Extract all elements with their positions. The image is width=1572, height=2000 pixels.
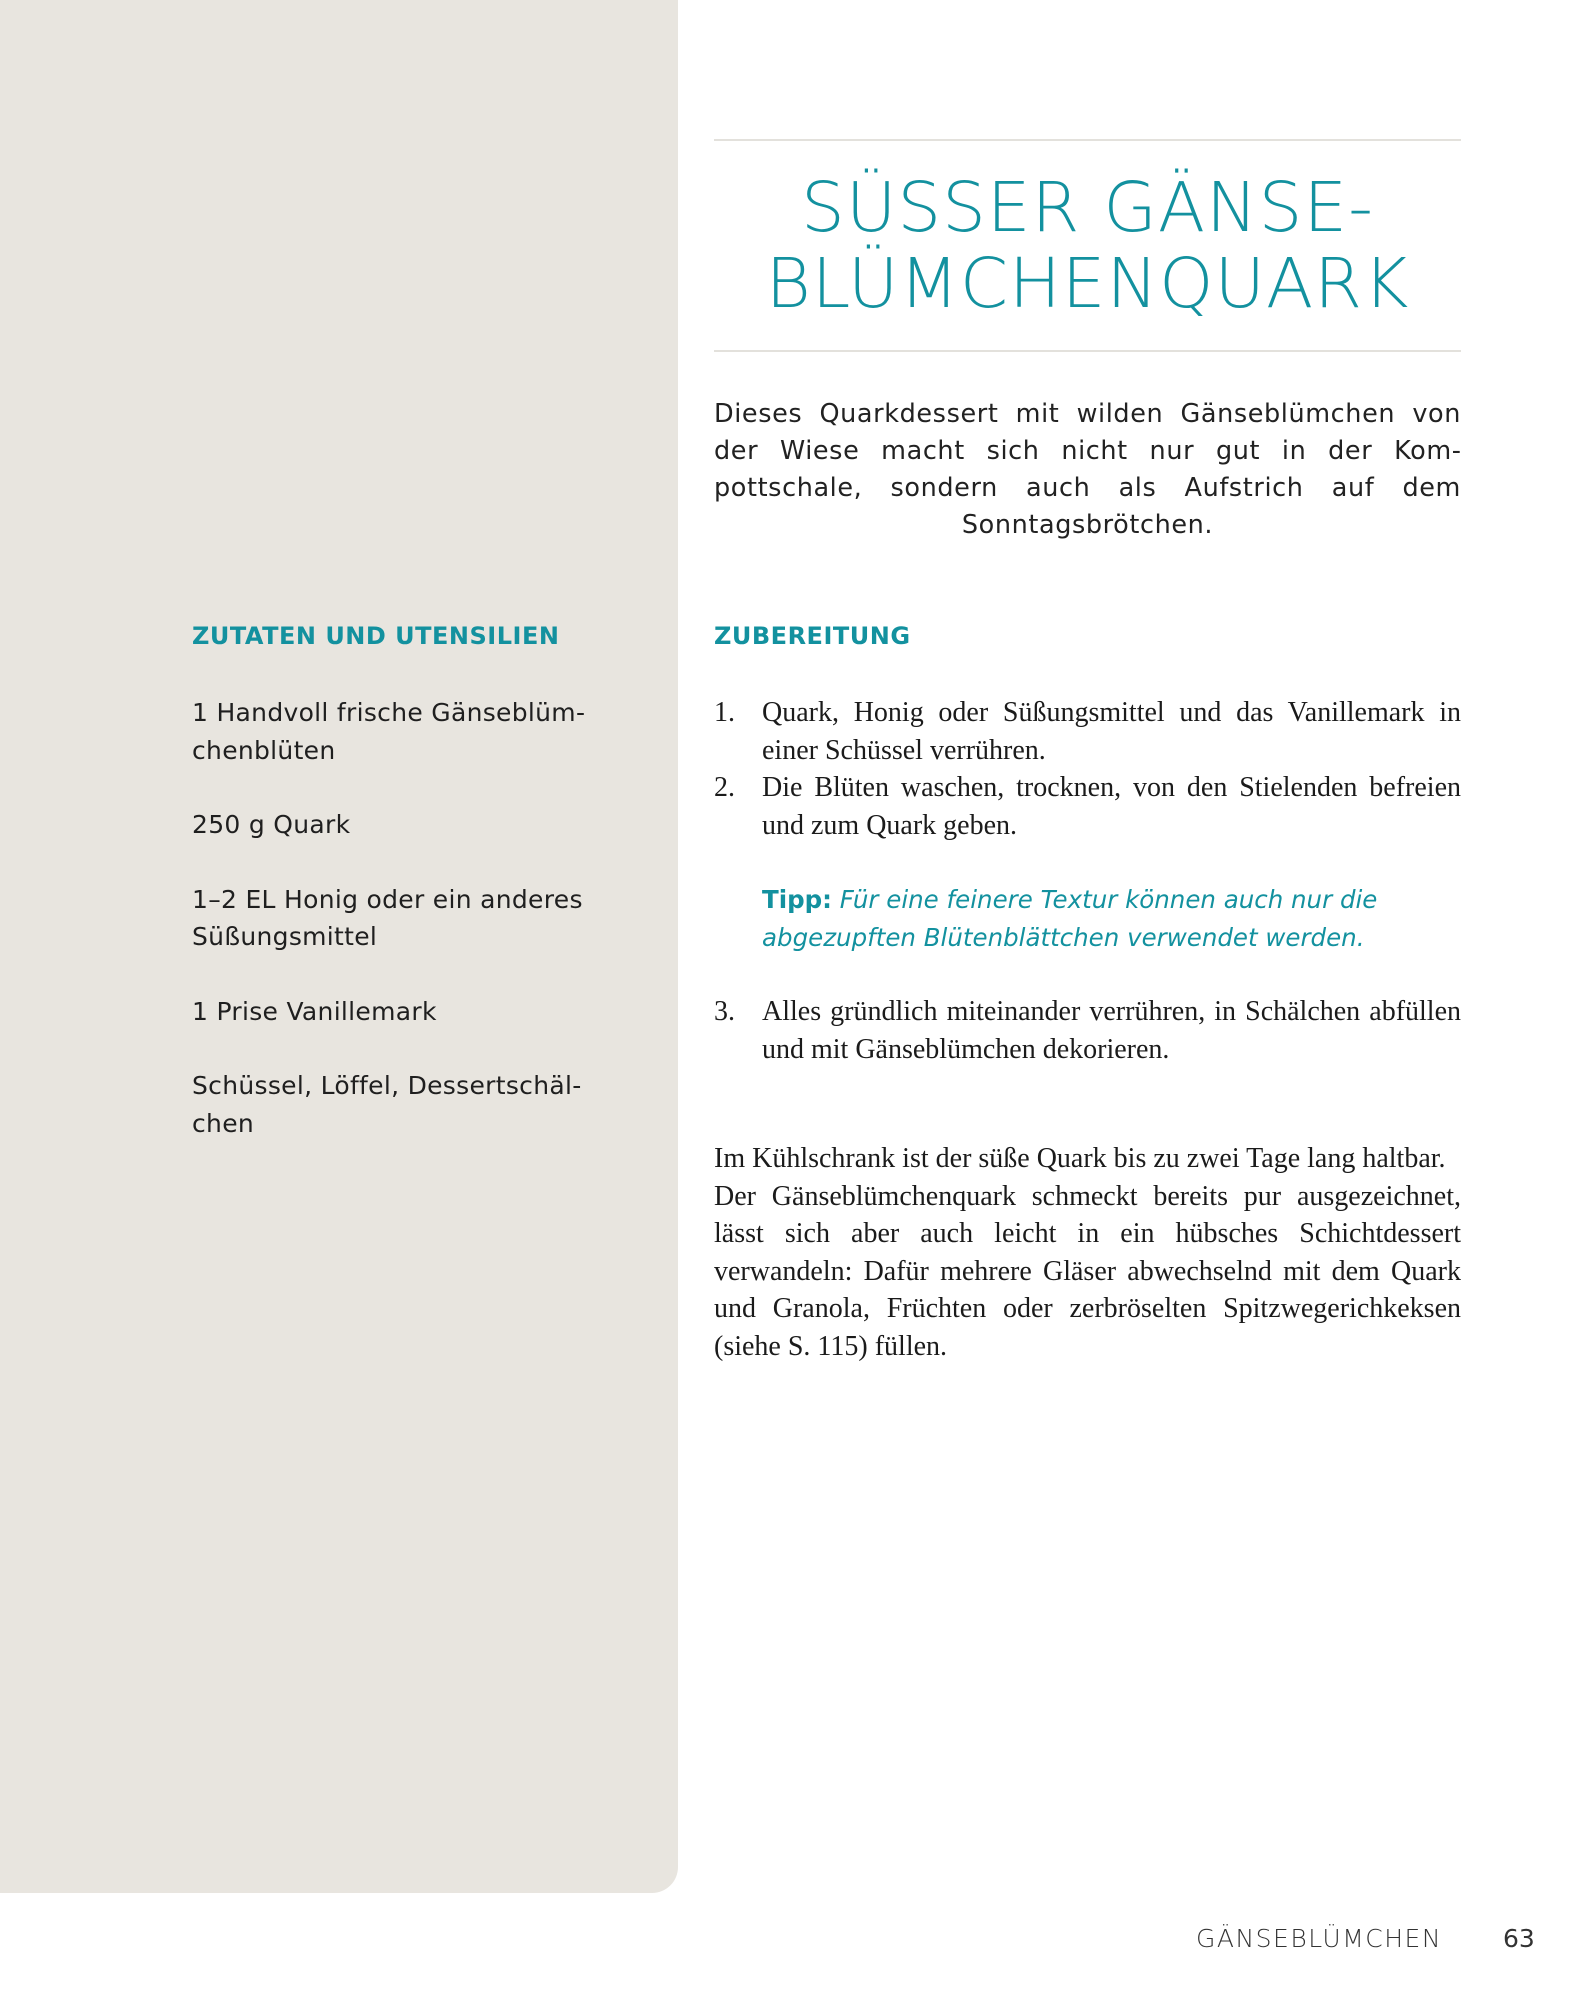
- step-item: [714, 694, 1461, 769]
- step-number: 3.: [714, 996, 735, 1027]
- ingredient-item: 1–2 EL Honig oder ein anderes Süßungsmittel: [192, 884, 583, 951]
- title-top-rule: [714, 139, 1461, 141]
- step-item: [714, 993, 1461, 1068]
- preparation-steps: [714, 694, 1461, 1068]
- closing-notes: [714, 1140, 1461, 1365]
- ingredient-item: 1 Prise Vanillemark: [192, 996, 437, 1026]
- intro-text: Dieses Quarkdessert mit wilden Gänseblümchen von der Wiese macht sich nicht nur gut in der Kompottschale, sondern auch als Aufstrich auf dem Sonntagsbrötchen.: [714, 399, 1461, 540]
- step-number: 1.: [714, 697, 735, 728]
- footer-section-title: GÄNSEBLÜMCHEN: [1196, 1924, 1443, 1953]
- step-item: [714, 769, 1461, 844]
- preparation-heading: ZUBEREITUNG: [714, 622, 911, 650]
- ingredients-list: [192, 694, 632, 1179]
- page-title: [714, 170, 1461, 322]
- tip-label: Tipp:: [762, 885, 832, 914]
- tip-text: Für eine feinere Textur können auch nur die abgezupften Blütenblättchen verwendet werden.: [762, 885, 1378, 952]
- ingredients-heading: ZUTATEN UND UTENSILIEN: [192, 622, 560, 650]
- title-line-1: SÜSSER GÄNSE-: [801, 168, 1374, 248]
- note-paragraph: Im Kühlschrank ist der süße Quark bis zu zwei Tage lang haltbar.: [714, 1143, 1446, 1174]
- note-paragraph: Der Gänseblümchenquark schmeckt bereits pur ausgezeichnet, lässt sich aber auch leicht in ein hübsches Schichtdessert verwandeln: Dafür mehrere Gläser abwechselnd mit dem Quark und Granola, Früchten oder zerbröselten Spitzwegerichkeksen (siehe S. 115) füllen.: [714, 1180, 1461, 1362]
- step-number: 2.: [714, 772, 735, 803]
- ingredient-item: 250 g Quark: [192, 810, 351, 839]
- step-text: Die Blüten waschen, trocknen, von den Stielenden befreien und zum Quark geben.: [762, 772, 1461, 841]
- title-line-2: BLÜMCHENQUARK: [765, 244, 1410, 324]
- ingredient-item: Schüssel, Löffel, Dessertschälchen: [192, 1071, 582, 1138]
- page-number: 63: [1503, 1924, 1535, 1953]
- ingredient-item: 1 Handvoll frische Gänseblümchenblüten: [192, 698, 585, 765]
- tip-box: [762, 881, 1461, 956]
- step-text: Alles gründlich miteinander verrühren, in Schälchen abfüllen und mit Gänseblümchen dekorieren.: [762, 996, 1461, 1065]
- title-bottom-rule: [714, 350, 1461, 352]
- step-text: Quark, Honig oder Süßungsmittel und das Vanillemark in einer Schüssel verrühren.: [762, 697, 1461, 766]
